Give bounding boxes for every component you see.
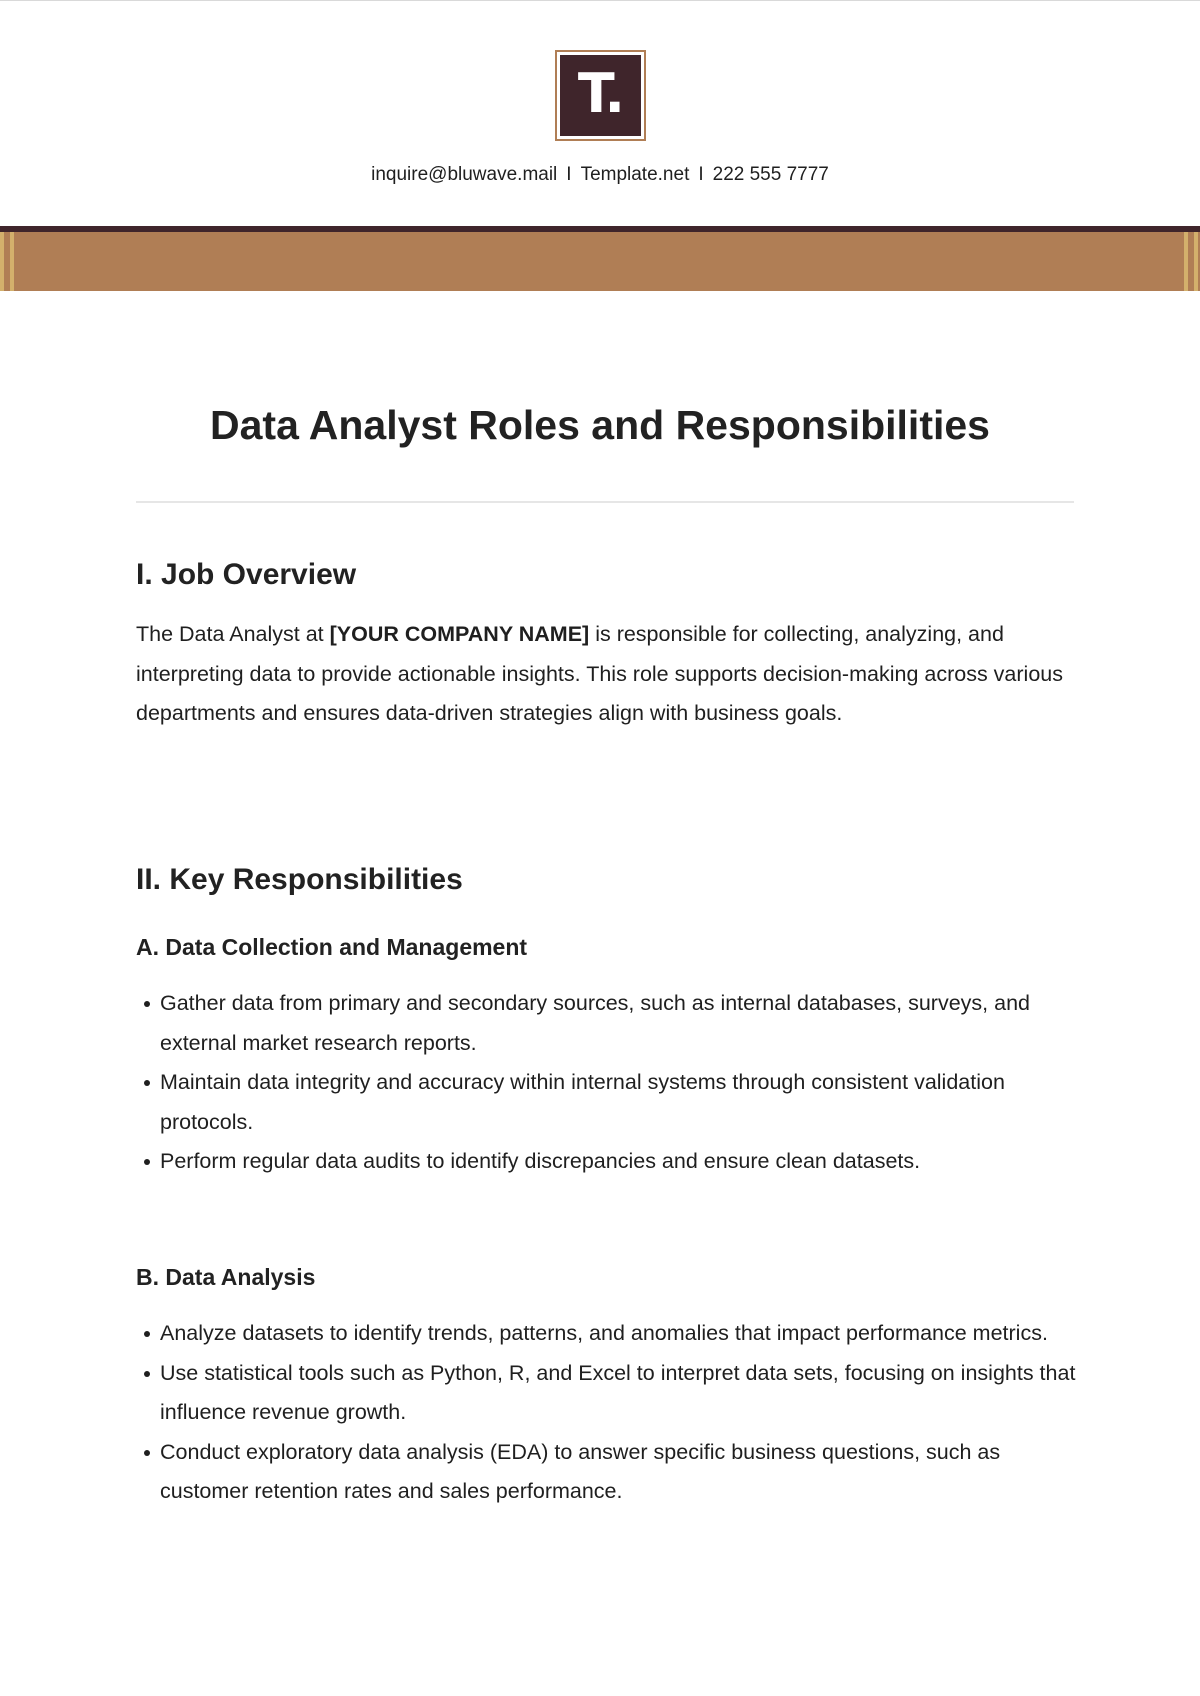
contact-line (0, 160, 1200, 190)
bullet-icon (144, 1371, 150, 1377)
contact-website: Template.net (580, 164, 690, 185)
list-item (136, 1354, 1076, 1433)
header-band (0, 232, 1200, 291)
band-stripe-left-inner (10, 232, 14, 291)
contact-separator: I (566, 164, 572, 185)
data-analysis-list (136, 1314, 1076, 1512)
band-stripe-left-outer (0, 232, 4, 291)
bullet-icon (144, 1159, 150, 1165)
overview-text-start: The Data Analyst at (136, 622, 330, 646)
section-heading-job-overview: I. Job Overview (136, 558, 357, 591)
overview-text-end: is responsible for collecting, analyzing, and interpreting data to provide actionable insights. This role supports decision-making across various departments and ensures data-driven strategies align with business goals. (136, 622, 1063, 725)
contact-phone: 222 555 7777 (712, 164, 829, 185)
top-border (0, 0, 1200, 1)
contact-separator: I (698, 164, 704, 185)
subsection-heading-data-collection: A. Data Collection and Management (136, 934, 528, 960)
list-item-text: Perform regular data audits to identify discrepancies and ensure clean datasets. (160, 1149, 921, 1173)
list-item-text: Conduct exploratory data analysis (EDA) to answer specific business questions, such as customer retention rates and sales performance. (160, 1439, 1001, 1503)
bullet-icon (144, 1080, 150, 1086)
list-item-text: Gather data from primary and secondary sources, such as internal databases, surveys, and external market research reports. (160, 991, 1030, 1055)
contact-email: inquire@bluwave.mail (371, 164, 558, 185)
list-item (136, 1063, 1076, 1142)
section-heading-key-responsibilities: II. Key Responsibilities (136, 863, 463, 896)
title-divider (136, 501, 1074, 503)
subsection-heading-data-analysis: B. Data Analysis (136, 1264, 316, 1290)
band-stripe-right-outer (1194, 232, 1198, 291)
list-item-text: Use statistical tools such as Python, R, and Excel to interpret data sets, focusing on insights that influence revenue growth. (160, 1360, 1076, 1424)
job-overview-paragraph (136, 615, 1076, 734)
bullet-icon (144, 1331, 150, 1337)
logo-letter: T. (577, 62, 624, 125)
company-name-placeholder: [YOUR COMPANY NAME] (329, 622, 590, 646)
list-item-text: Maintain data integrity and accuracy within internal systems through consistent validation protocols. (160, 1070, 1005, 1134)
band-stripe-right-inner (1184, 232, 1188, 291)
list-item (136, 1314, 1076, 1354)
list-item (136, 1142, 1076, 1182)
list-item (136, 984, 1076, 1063)
company-logo (555, 50, 646, 141)
list-item-text: Analyze datasets to identify trends, patterns, and anomalies that impact performance metrics. (160, 1321, 1048, 1345)
list-item (136, 1433, 1076, 1512)
document-title: Data Analyst Roles and Responsibilities (210, 402, 990, 448)
logo-mark (560, 55, 641, 136)
bullet-icon (144, 1001, 150, 1007)
bullet-icon (144, 1450, 150, 1456)
data-collection-list (136, 984, 1076, 1182)
